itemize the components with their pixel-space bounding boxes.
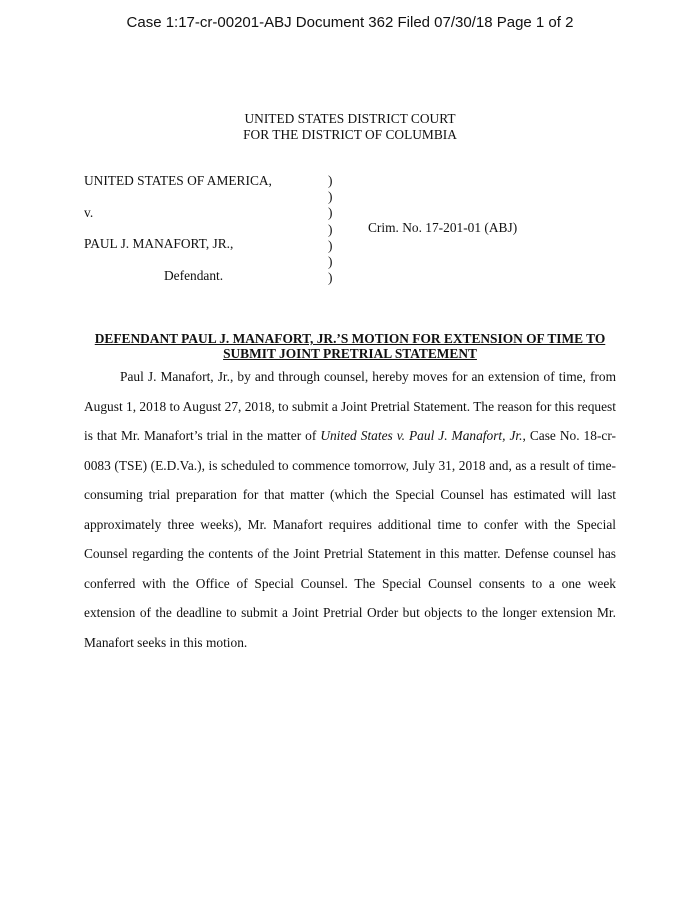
body-line: consuming trial preparation for that matter (which the Special Counsel has estimated will last bbox=[84, 487, 616, 502]
caption-parentheses bbox=[328, 173, 332, 286]
court-heading bbox=[0, 111, 700, 143]
ecf-header-stamp: Case 1:17-cr-00201-ABJ Document 362 Filed 07/30/18 Page 1 of 2 bbox=[126, 14, 574, 31]
caption-paren: ) bbox=[328, 189, 333, 205]
body-line: Manafort seeks in this motion. bbox=[84, 634, 248, 650]
caption-paren: ) bbox=[328, 173, 333, 188]
body-line: Counsel regarding the contents of the Joint Pretrial Statement in this matter. Defense counsel has bbox=[84, 546, 616, 561]
caption-paren: ) bbox=[328, 253, 333, 269]
caption-plaintiff: UNITED STATES OF AMERICA, bbox=[84, 173, 272, 188]
body-line: 0083 (TSE) (E.D.Va.), is scheduled to commence tomorrow, July 31, 2018 and, as a result of time- bbox=[84, 457, 616, 473]
motion-body bbox=[84, 369, 616, 664]
caption-defendant-role: Defendant. bbox=[164, 268, 224, 283]
motion-title-line: DEFENDANT PAUL J. MANAFORT, JR.’S MOTION FOR EXTENSION OF TIME TO bbox=[94, 331, 606, 346]
body-line bbox=[84, 428, 616, 458]
caption-versus: v. bbox=[84, 205, 94, 220]
body-line: conferred with the Office of Special Counsel. The Special Counsel consents to a one week bbox=[84, 575, 616, 591]
body-text-span: , Case No. 18-cr- bbox=[522, 428, 616, 443]
caption-paren: ) bbox=[328, 270, 333, 286]
motion-title-line: SUBMIT JOINT PRETRIAL STATEMENT bbox=[223, 346, 477, 361]
body-line: Paul J. Manafort, Jr., by and through counsel, hereby moves for an extension of time, from bbox=[120, 369, 616, 384]
court-district: FOR THE DISTRICT OF COLUMBIA bbox=[243, 127, 457, 142]
motion-title bbox=[60, 331, 640, 361]
body-line: extension of the deadline to submit a Joint Pretrial Order but objects to the longer extension Mr. bbox=[84, 605, 616, 620]
body-line: August 1, 2018 to August 27, 2018, to submit a Joint Pretrial Statement. The reason for this request bbox=[84, 398, 616, 414]
body-text-span: is that Mr. Manafort’s trial in the matter of bbox=[84, 428, 321, 443]
case-number: Crim. No. 17-201-01 (ABJ) bbox=[368, 220, 518, 235]
caption-paren: ) bbox=[328, 237, 333, 253]
caption-paren: ) bbox=[328, 205, 333, 221]
caption-defendant-name: PAUL J. MANAFORT, JR., bbox=[84, 236, 234, 251]
case-citation: United States v. Paul J. Manafort, Jr. bbox=[320, 428, 523, 443]
court-name: UNITED STATES DISTRICT COURT bbox=[244, 111, 456, 126]
caption-paren: ) bbox=[328, 221, 333, 237]
body-line: approximately three weeks), Mr. Manafort requires additional time to confer with the Special bbox=[84, 516, 616, 532]
